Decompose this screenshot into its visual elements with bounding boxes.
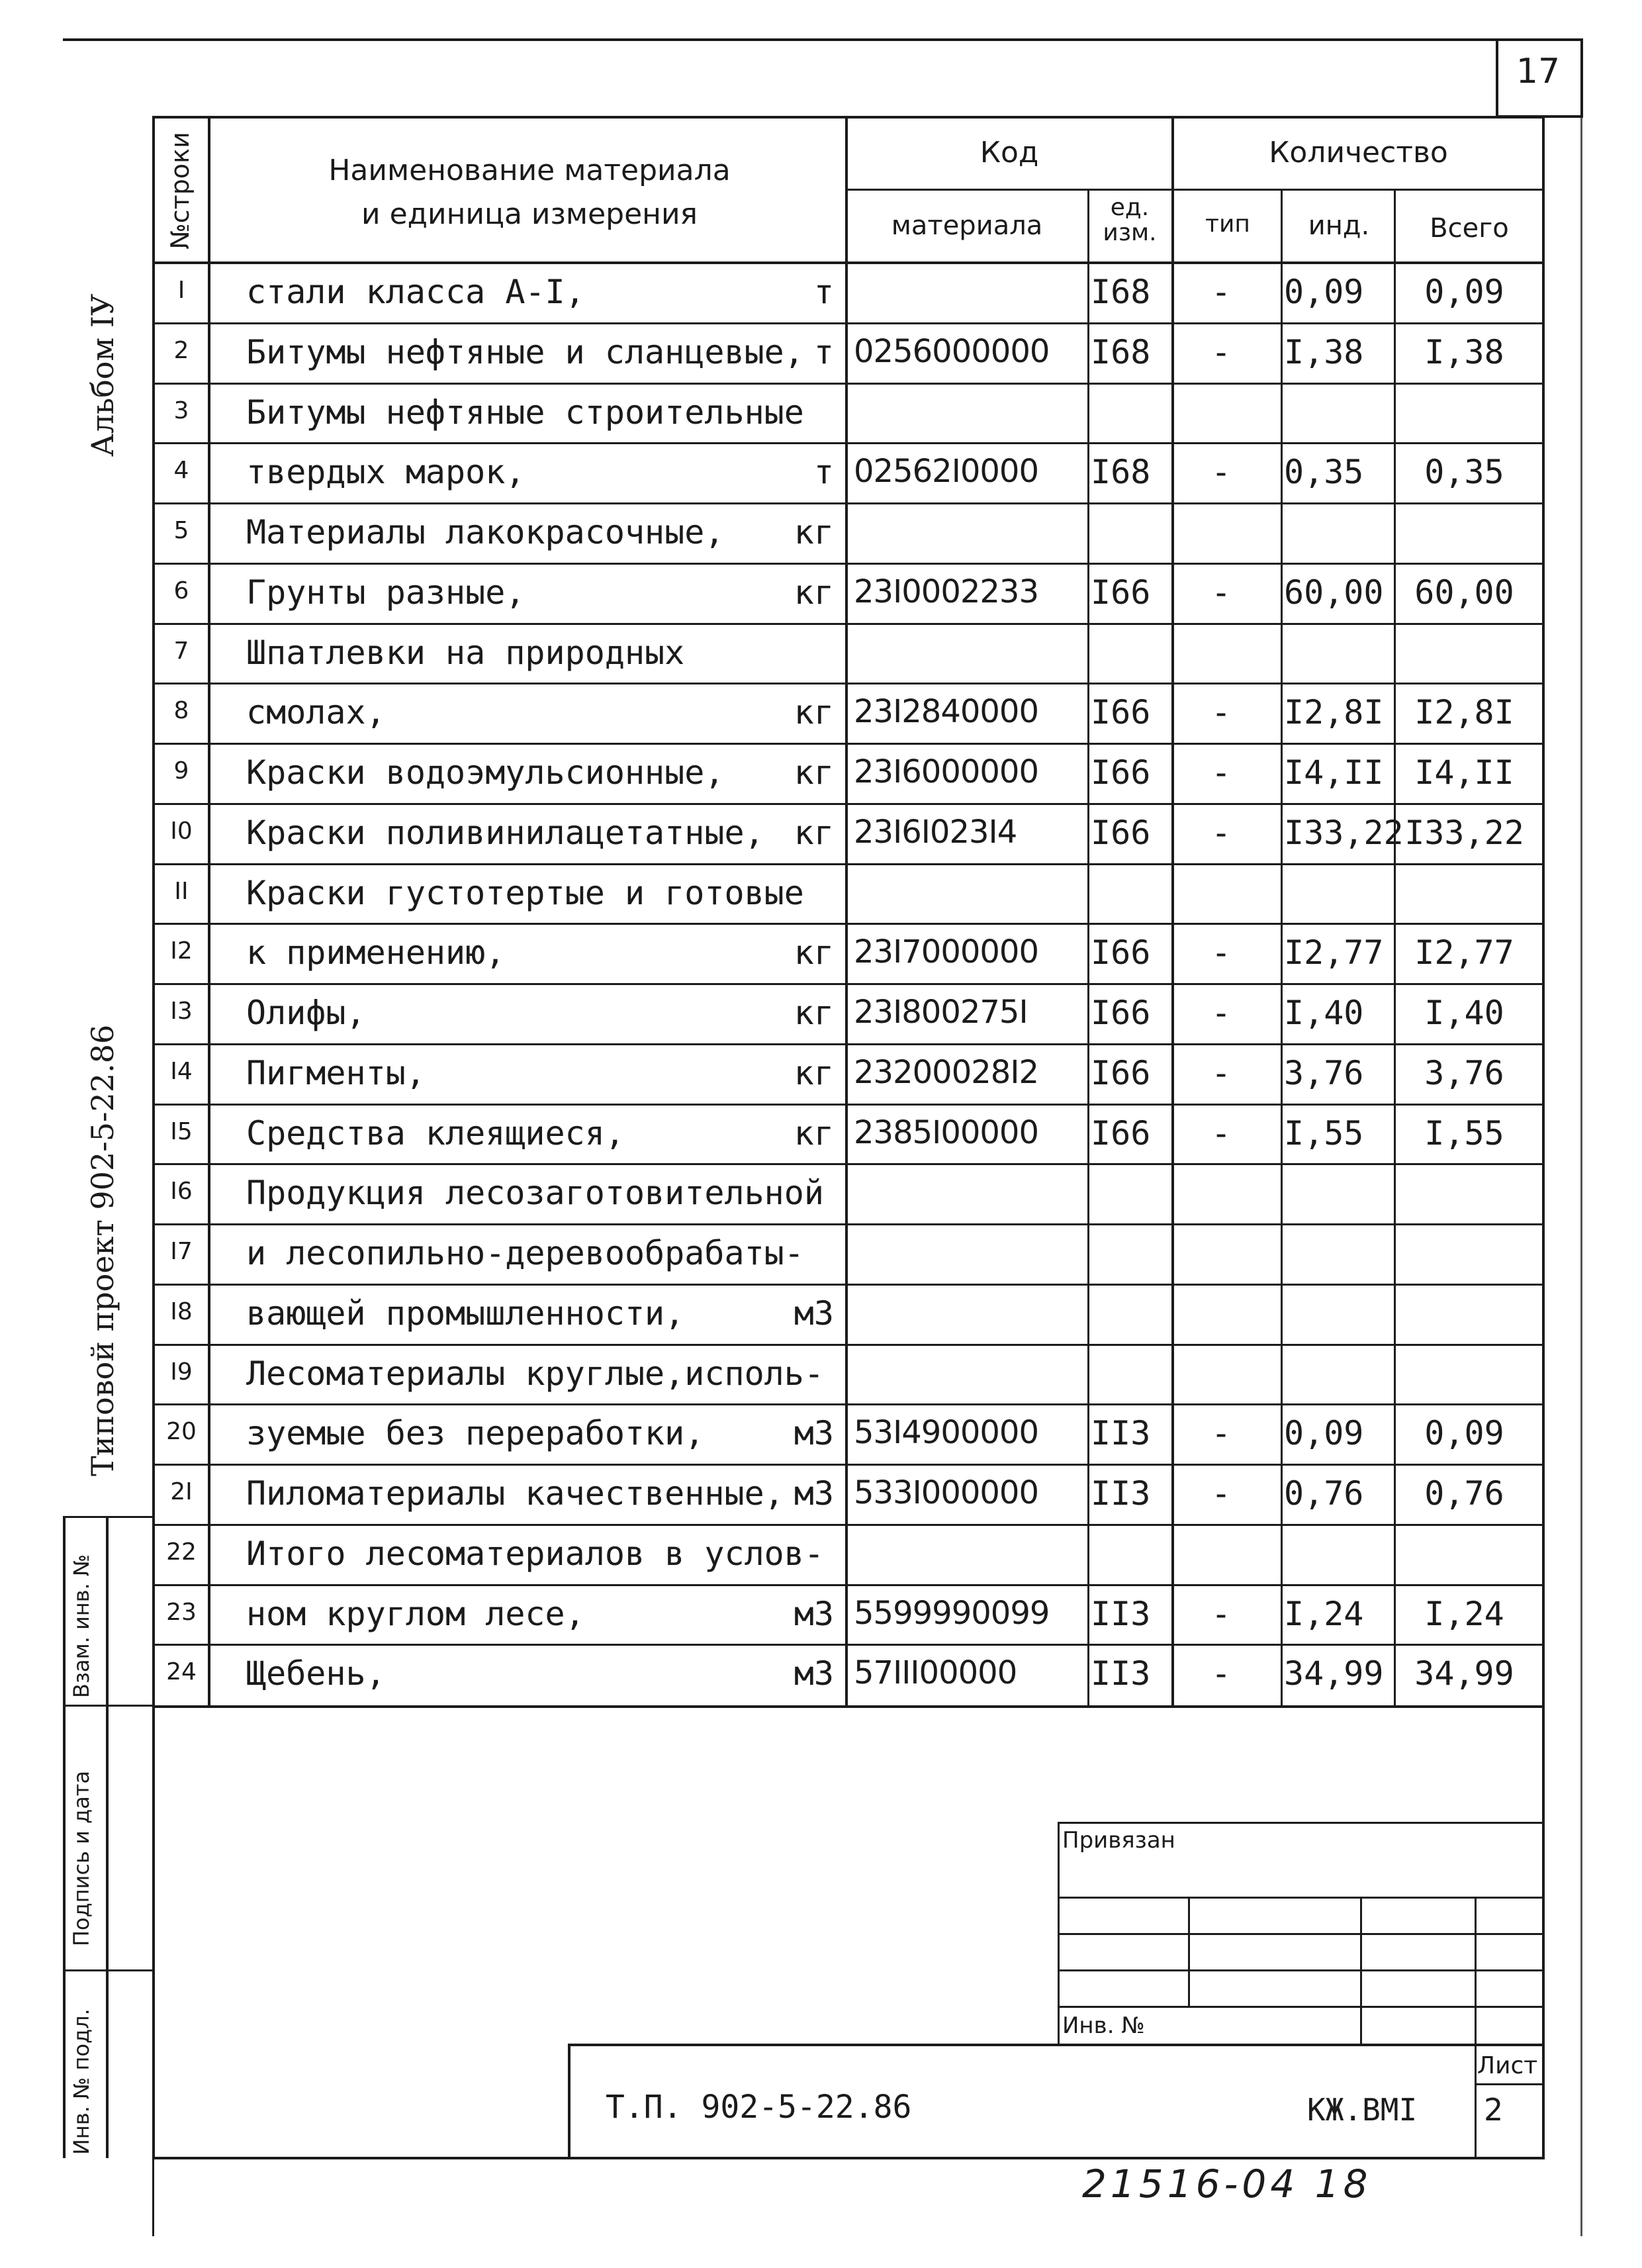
row-separator: [152, 322, 1545, 324]
quantity-total: 0,09: [1424, 273, 1504, 311]
stamp-col-left: [63, 1516, 66, 2158]
material-name: Шпатлевки на природных: [246, 633, 685, 672]
row-number: 24: [166, 1658, 197, 1686]
row-number: 22: [166, 1538, 197, 1566]
measure-unit: кг: [794, 1113, 834, 1153]
quantity-type: -: [1210, 1594, 1232, 1633]
row-number-header: №строки: [165, 132, 195, 250]
unit-code: I66: [1091, 693, 1151, 732]
measure-unit: кг: [794, 813, 834, 852]
unit-code: I66: [1091, 933, 1151, 972]
quantity-individual: 0,76: [1284, 1474, 1364, 1513]
quantity-individual: 0,09: [1284, 1414, 1364, 1453]
row-number: 20: [166, 1418, 197, 1446]
material-code: 533I000000: [854, 1474, 1039, 1511]
privyazan-top: [1058, 1822, 1542, 1824]
measure-unit: кг: [794, 693, 834, 732]
title-block-top: [568, 2044, 1545, 2046]
col-code-right: [1087, 189, 1089, 1707]
material-name: Краски густотертые и готовые: [246, 873, 804, 912]
material-name: смолах,: [246, 693, 386, 732]
row-number: I6: [170, 1178, 193, 1205]
stamp-col-sep1: [63, 1516, 152, 1518]
stamp-line2: [1058, 1933, 1542, 1935]
row-number: 7: [173, 637, 189, 665]
row-number: I: [177, 277, 185, 304]
material-code: 23I0002233: [854, 573, 1039, 610]
quantity-type: -: [1210, 573, 1232, 612]
quantity-individual: 0,35: [1284, 453, 1364, 492]
row-number: II: [174, 877, 189, 905]
material-name: Краски поливинилацетатные,: [246, 813, 764, 852]
material-name: стали класса А-I,: [246, 273, 585, 311]
col-name-right: [845, 116, 848, 1707]
measure-unit: т: [813, 273, 834, 311]
quantity-total: I2,77: [1414, 933, 1514, 972]
total-header: Всего: [1430, 213, 1509, 244]
bottom-left-tick: [152, 2157, 154, 2236]
project-label: Типовой проект 902-5-22.86: [85, 1024, 120, 1476]
unit-code: I66: [1091, 753, 1151, 792]
row-separator: [152, 1644, 1545, 1646]
unit-code: II3: [1091, 1654, 1151, 1693]
stamp-vsep2: [1360, 1897, 1362, 2044]
quantity-header: Количество: [1269, 136, 1448, 169]
material-name: Пиломатериалы качественные,: [246, 1474, 784, 1513]
unit-code: II3: [1091, 1414, 1151, 1453]
row-separator: [152, 1104, 1545, 1106]
quantity-individual: 3,76: [1284, 1053, 1364, 1092]
quantity-type: -: [1210, 453, 1232, 492]
handwritten-archive-number: 21516-04 18: [1082, 2161, 1372, 2206]
quantity-type: -: [1210, 753, 1232, 792]
row-number: I2: [170, 937, 193, 965]
code-header: Код: [980, 136, 1039, 169]
page-number-box-right: [1580, 38, 1583, 118]
title-block-left: [568, 2044, 570, 2158]
quantity-total: 60,00: [1414, 573, 1514, 612]
row-separator: [152, 563, 1545, 565]
document-number: Т.П. 902-5-22.86: [606, 2089, 912, 2126]
material-code: 5599990099: [854, 1594, 1050, 1632]
quantity-total: 0,35: [1424, 453, 1504, 492]
material-name: твердых марок,: [246, 453, 525, 492]
col-tip-right: [1281, 189, 1283, 1707]
quantity-type: -: [1210, 1474, 1232, 1513]
quantity-individual: I,38: [1284, 332, 1364, 371]
bottom-right-tick: [1580, 118, 1582, 2236]
row-separator: [152, 1403, 1545, 1405]
measure-unit: т: [813, 332, 834, 371]
vzam-inv-label: Взам. инв. №: [69, 1554, 94, 1698]
type-header: тип: [1205, 211, 1250, 238]
unit-code: I66: [1091, 813, 1151, 852]
quantity-type: -: [1210, 1414, 1232, 1453]
material-name: Итого лесоматериалов в услов-: [246, 1534, 824, 1573]
quantity-total: I33,22: [1404, 813, 1524, 852]
row-separator: [152, 1524, 1545, 1526]
material-name: Грунты разные,: [246, 573, 525, 612]
row-separator: [152, 863, 1545, 865]
material-code: 0256000000: [854, 332, 1050, 370]
measure-unit: кг: [794, 933, 834, 972]
quantity-type: -: [1210, 933, 1232, 972]
row-number: I5: [170, 1117, 193, 1145]
material-code: 23I6000000: [854, 753, 1039, 790]
material-name: Битумы нефтяные строительные: [246, 393, 804, 432]
row-separator: [152, 442, 1545, 444]
quantity-individual: I,24: [1284, 1594, 1364, 1633]
quantity-type: -: [1210, 693, 1232, 732]
measure-unit: м3: [794, 1594, 834, 1633]
measure-unit: кг: [794, 994, 834, 1032]
row-separator: [152, 1344, 1545, 1346]
measure-unit: кг: [794, 1053, 834, 1092]
stamp-col-sep2: [63, 1705, 152, 1707]
quantity-individual: I,40: [1284, 994, 1364, 1032]
quantity-type: -: [1210, 273, 1232, 311]
row-separator: [152, 623, 1545, 625]
inv-podl-label: Инв. № подл.: [69, 2008, 94, 2155]
row-number: I4: [170, 1057, 193, 1085]
inv-no-label: Инв. №: [1062, 2012, 1145, 2039]
stamp-line1: [1058, 1897, 1542, 1899]
material-name: Средства клеящиеся,: [246, 1113, 625, 1153]
row-separator: [152, 743, 1545, 745]
quantity-type: -: [1210, 1654, 1232, 1693]
quantity-total: 3,76: [1424, 1053, 1504, 1092]
quantity-total: 0,09: [1424, 1414, 1504, 1453]
quantity-type: -: [1210, 994, 1232, 1032]
unit-code: I68: [1091, 273, 1151, 311]
unit-code: II3: [1091, 1594, 1151, 1633]
row-separator: [152, 383, 1545, 385]
name-header-line2: и единица измерения: [361, 197, 698, 231]
row-separator: [152, 1043, 1545, 1045]
material-name: зуемые без переработки,: [246, 1414, 705, 1453]
row-separator: [152, 683, 1545, 685]
quantity-individual: I,55: [1284, 1113, 1364, 1153]
row-separator: [152, 1284, 1545, 1286]
quantity-total: I,38: [1424, 332, 1504, 371]
material-code: 23I6I023I4: [854, 813, 1017, 851]
material-name: Олифы,: [246, 994, 366, 1032]
frame-bottom: [152, 2157, 1545, 2159]
measure-unit: м3: [794, 1654, 834, 1693]
measure-unit: м3: [794, 1474, 834, 1513]
row-separator: [152, 1163, 1545, 1165]
row-separator: [152, 1464, 1545, 1466]
list-box-left: [1475, 2044, 1477, 2158]
unit-code: I66: [1091, 573, 1151, 612]
table-bottom-line: [152, 1705, 1545, 1708]
row-number: 5: [173, 517, 189, 544]
material-code: 53I4900000: [854, 1414, 1039, 1452]
stamp-col-sep3: [63, 1969, 152, 1971]
stamp-col-mid: [106, 1516, 109, 2158]
quantity-individual: I2,8I: [1284, 693, 1384, 732]
quantity-total: I,24: [1424, 1594, 1504, 1633]
ind-header: инд.: [1308, 211, 1370, 241]
frame-top: [152, 116, 1545, 118]
row-number: I8: [170, 1298, 193, 1325]
material-code: 23I7000000: [854, 933, 1039, 971]
quantity-individual: I4,II: [1284, 753, 1384, 792]
material-name: Продукция лесозаготовительной: [246, 1174, 824, 1213]
row-separator: [152, 923, 1545, 925]
measure-unit: м3: [794, 1294, 834, 1333]
material-code: 23I2840000: [854, 693, 1039, 731]
material-name: Материалы лакокрасочные,: [246, 513, 725, 551]
material-name: Пигменты,: [246, 1053, 426, 1092]
privyazan-label: Привязан: [1062, 1827, 1175, 1854]
quantity-total: 34,99: [1414, 1654, 1514, 1693]
row-separator: [152, 502, 1545, 504]
material-code: 57III00000: [854, 1654, 1017, 1692]
quantity-type: -: [1210, 332, 1232, 371]
measure-unit: м3: [794, 1414, 834, 1453]
material-name: и лесопильно-деревообрабаты-: [246, 1234, 804, 1272]
row-number: 4: [173, 457, 189, 485]
row-number: 2: [173, 336, 189, 364]
row-number: 23: [166, 1598, 197, 1626]
material-name: Битумы нефтяные и сланцевые,: [246, 332, 804, 371]
stamp-vsep3: [1475, 1897, 1477, 2044]
unit-code: I66: [1091, 1053, 1151, 1092]
row-number: 3: [173, 397, 189, 424]
material-code: 23I800275I: [854, 994, 1028, 1031]
measure-unit: кг: [794, 513, 834, 551]
row-number: I0: [170, 817, 193, 845]
unit-code: I68: [1091, 453, 1151, 492]
row-separator: [152, 1584, 1545, 1586]
material-name: вающей промышленности,: [246, 1294, 685, 1333]
row-number: I7: [170, 1238, 193, 1265]
table-right: [1542, 116, 1545, 1707]
measure-unit: кг: [794, 573, 834, 612]
material-name: к применению,: [246, 933, 506, 972]
album-label: Альбом IУ: [85, 293, 120, 457]
measure-unit: кг: [794, 753, 834, 792]
quantity-total: I,40: [1424, 994, 1504, 1032]
list-label: Лист: [1477, 2052, 1538, 2079]
quantity-individual: 0,09: [1284, 273, 1364, 311]
material-name: Краски водоэмульсионные,: [246, 753, 725, 792]
col-ed-right: [1171, 116, 1174, 1707]
row-number: I3: [170, 998, 193, 1025]
material-code: 23200028I2: [854, 1053, 1039, 1091]
quantity-individual: I33,22: [1284, 813, 1404, 852]
unit-code: I68: [1091, 332, 1151, 371]
row-number: 6: [173, 577, 189, 604]
material-code: 02562I0000: [854, 453, 1039, 491]
unit-code: II3: [1091, 1474, 1151, 1513]
material-name: ном круглом лесе,: [246, 1594, 585, 1633]
row-number: 9: [173, 757, 189, 784]
quantity-type: -: [1210, 1053, 1232, 1092]
podpis-data-label: Подпись и дата: [69, 1770, 94, 1946]
stamp-line4: [1058, 2006, 1542, 2008]
row-number: I9: [170, 1358, 193, 1386]
document-code: КЖ.ВМI: [1307, 2092, 1418, 2128]
material-name: Щебень,: [246, 1654, 386, 1693]
quantity-individual: 34,99: [1284, 1654, 1384, 1693]
col-ind-right: [1394, 189, 1396, 1707]
top-rule: [63, 38, 1582, 41]
quantity-total: I2,8I: [1414, 693, 1514, 732]
row-number: 2I: [170, 1478, 193, 1505]
quantity-individual: I2,77: [1284, 933, 1384, 972]
unit-code: I66: [1091, 1113, 1151, 1153]
stamp-line3: [1058, 1969, 1542, 1971]
header-mid-line: [845, 189, 1545, 191]
row-number: 8: [173, 697, 189, 725]
row-separator: [152, 983, 1545, 985]
row-separator: [152, 1223, 1545, 1225]
quantity-type: -: [1210, 813, 1232, 852]
quantity-total: I,55: [1424, 1113, 1504, 1153]
page-number: 17: [1516, 52, 1561, 91]
header-bottom-line: [152, 261, 1545, 264]
list-box-divider: [1475, 2083, 1543, 2085]
quantity-total: 0,76: [1424, 1474, 1504, 1513]
measure-unit: т: [813, 453, 834, 492]
quantity-total: I4,II: [1414, 753, 1514, 792]
quantity-type: -: [1210, 1113, 1232, 1153]
list-value: 2: [1484, 2092, 1504, 2128]
code-unit-header: ед. изм.: [1103, 194, 1157, 246]
name-header-line1: Наименование материала: [328, 154, 731, 187]
code-material-header: материала: [891, 211, 1043, 241]
row-separator: [152, 803, 1545, 805]
unit-code: I66: [1091, 994, 1151, 1032]
quantity-individual: 60,00: [1284, 573, 1384, 612]
material-name: Лесоматериалы круглые,исполь-: [246, 1354, 824, 1393]
stamp-vsep1: [1188, 1897, 1190, 2006]
material-code: 2385I00000: [854, 1113, 1039, 1151]
